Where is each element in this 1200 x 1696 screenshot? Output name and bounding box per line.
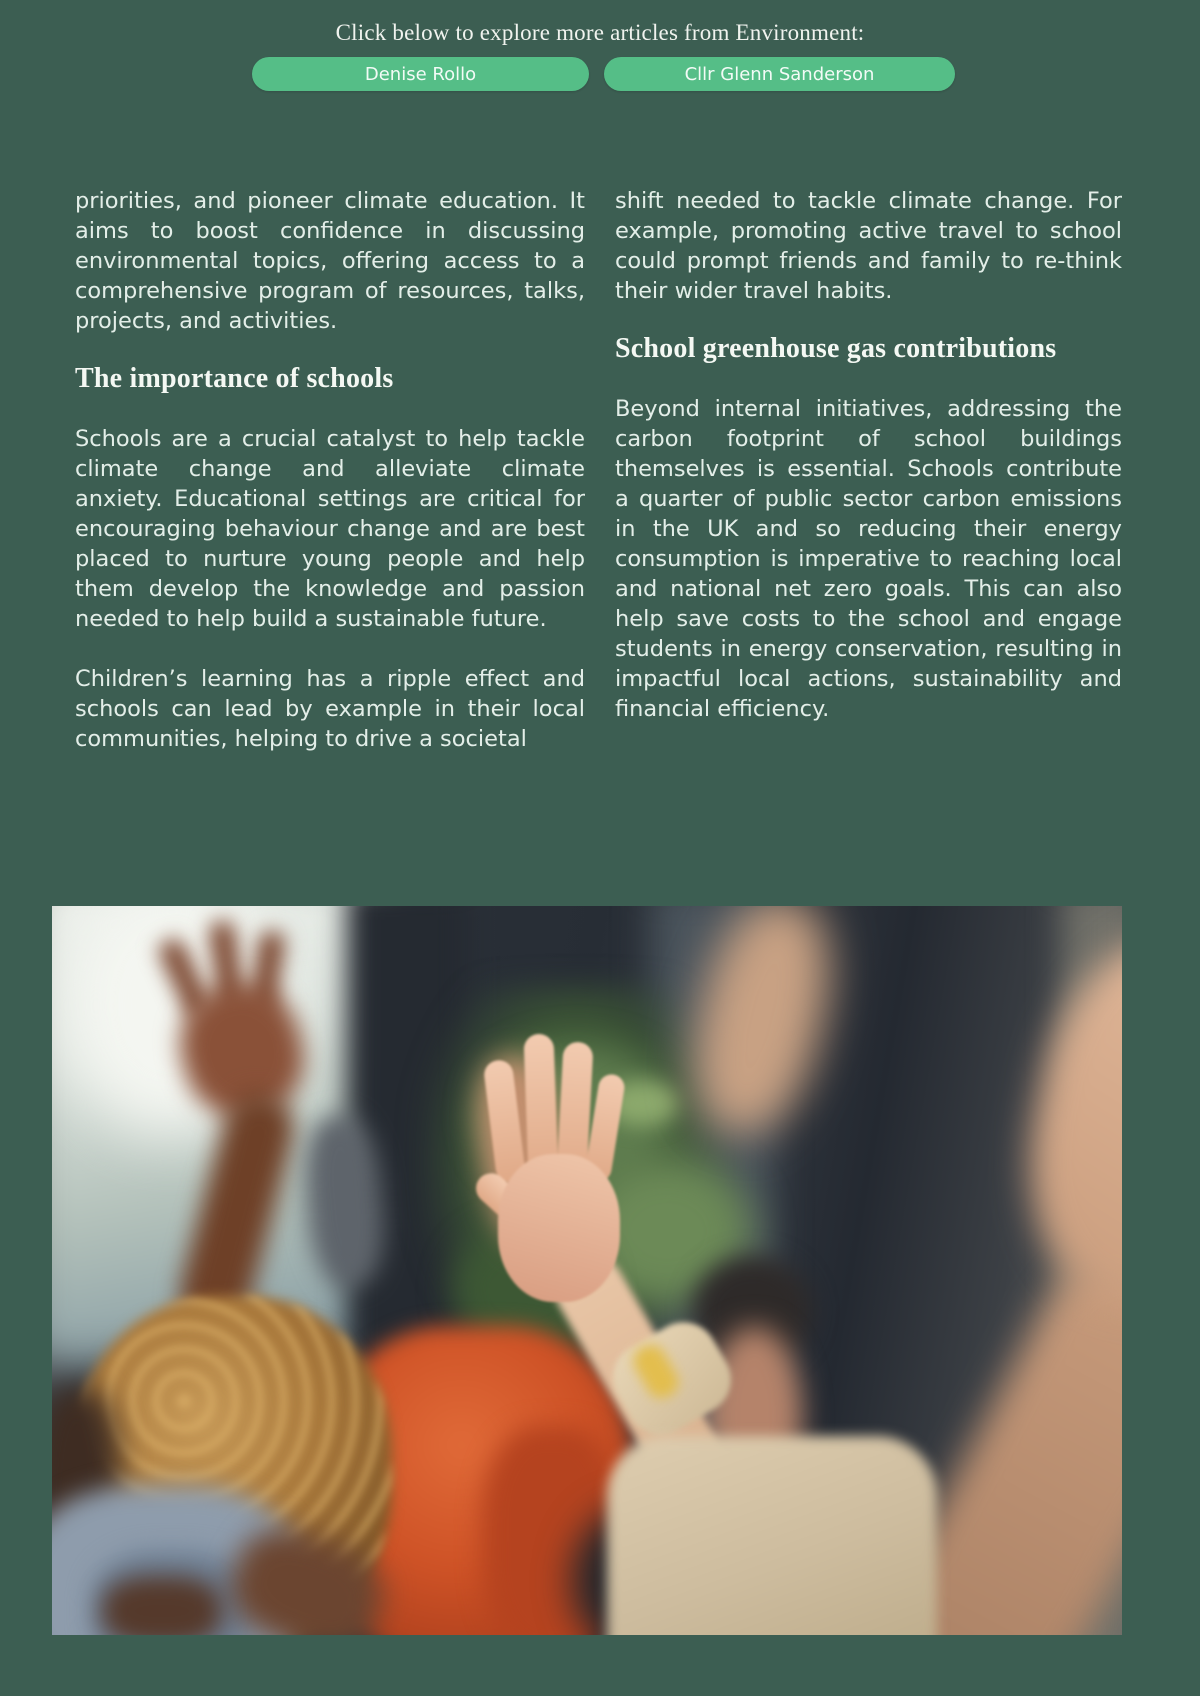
blurred-hand-bottom	[102, 1576, 222, 1635]
article-link-label: Cllr Glenn Sanderson	[684, 63, 875, 85]
article-left-column	[75, 186, 585, 754]
classroom-photo	[52, 906, 1122, 1635]
section-heading-importance-of-schools: The importance of schools	[75, 363, 394, 394]
article-paragraph: priorities, and pioneer climate education. It aims to boost confidence in discussing environmental topics, offering access to a comprehensive program of resources, talks, projects, and activities.	[75, 188, 585, 334]
beige-jacket	[607, 1436, 937, 1635]
article-link-denise-rollo[interactable]	[252, 57, 589, 91]
palm	[498, 1154, 620, 1302]
article-link-label: Denise Rollo	[364, 63, 477, 85]
explore-more-prompt: Click below to explore more articles from Environment:	[335, 20, 865, 45]
finger	[483, 1059, 527, 1184]
focused-raised-hand	[482, 1026, 652, 1306]
article-paragraph: Beyond internal initiatives, addressing the carbon footprint of school buildings themselves is essential. Schools contribute a quarter of public sector carbon emissions in the UK and so reducing their energy consumption is imperative to reaching local and national net zero goals. This can also help save costs to the school and engage students in energy conservation, resulting in impactful local actions, sustainability and financial efficiency.	[615, 396, 1122, 722]
author-button-row	[252, 57, 955, 91]
article-paragraph: Children’s learning has a ripple effect and schools can lead by example in their local communities, helping to drive a societal	[75, 666, 585, 752]
section-heading-greenhouse-gas: School greenhouse gas contributions	[615, 333, 1057, 364]
article-paragraph: Schools are a crucial catalyst to help tackle climate change and alleviate climate anxiety. Educational settings are critical for encouraging behaviour change and are best placed to nurture young people and help them develop the knowledge and passion needed to help build a sustainable future.	[75, 426, 585, 632]
article-link-cllr-glenn-sanderson[interactable]	[604, 57, 955, 91]
article-paragraph: shift needed to tackle climate change. For example, promoting active travel to school could prompt friends and family to re-think their wider travel habits.	[615, 188, 1122, 304]
article-body	[75, 186, 1122, 754]
article-right-column	[615, 186, 1122, 754]
